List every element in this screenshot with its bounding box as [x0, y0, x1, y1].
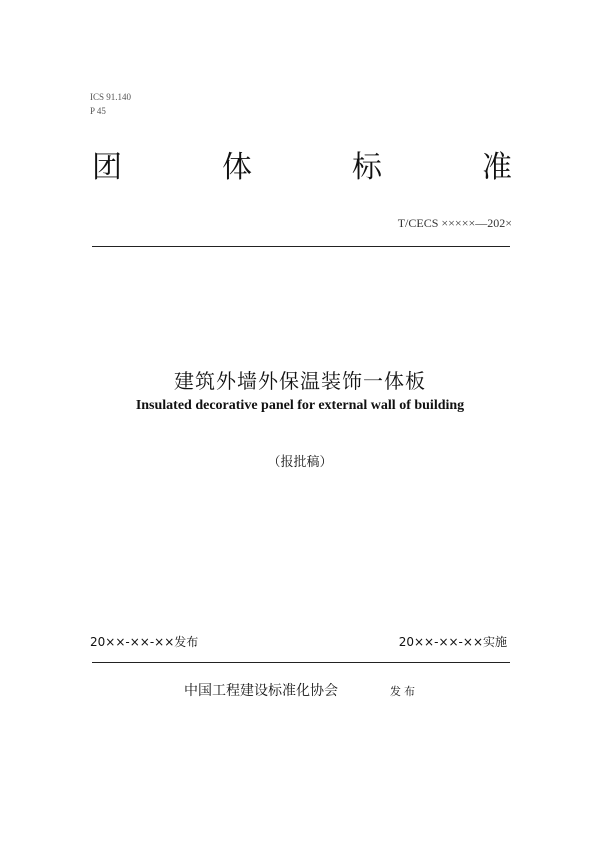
standard-type-char-3: 标	[352, 150, 382, 185]
classification-codes	[90, 90, 131, 118]
ccs-code: P 45	[90, 106, 106, 116]
issue-date: 20××-××-××发布	[90, 635, 199, 649]
top-divider	[92, 246, 510, 247]
title-english: Insulated decorative panel for external wall of building	[135, 398, 465, 413]
publisher-name: 中国工程建设标准化协会	[184, 683, 338, 699]
ics-code: ICS 91.140	[90, 92, 132, 102]
standard-type-char-4: 准	[482, 150, 512, 185]
bottom-divider	[92, 662, 510, 663]
publish-label: 发布	[390, 685, 418, 698]
effective-date: 20××-××-××实施	[398, 635, 507, 649]
standard-number: T/CECS ×××××—202×	[397, 216, 512, 230]
standard-type-heading	[92, 148, 512, 188]
standard-type-char-1: 团	[92, 150, 122, 185]
title-chinese: 建筑外墙外保温装饰一体板	[174, 369, 426, 393]
standard-type-char-2: 体	[222, 150, 252, 185]
draft-status: （报批稿）	[267, 455, 333, 470]
